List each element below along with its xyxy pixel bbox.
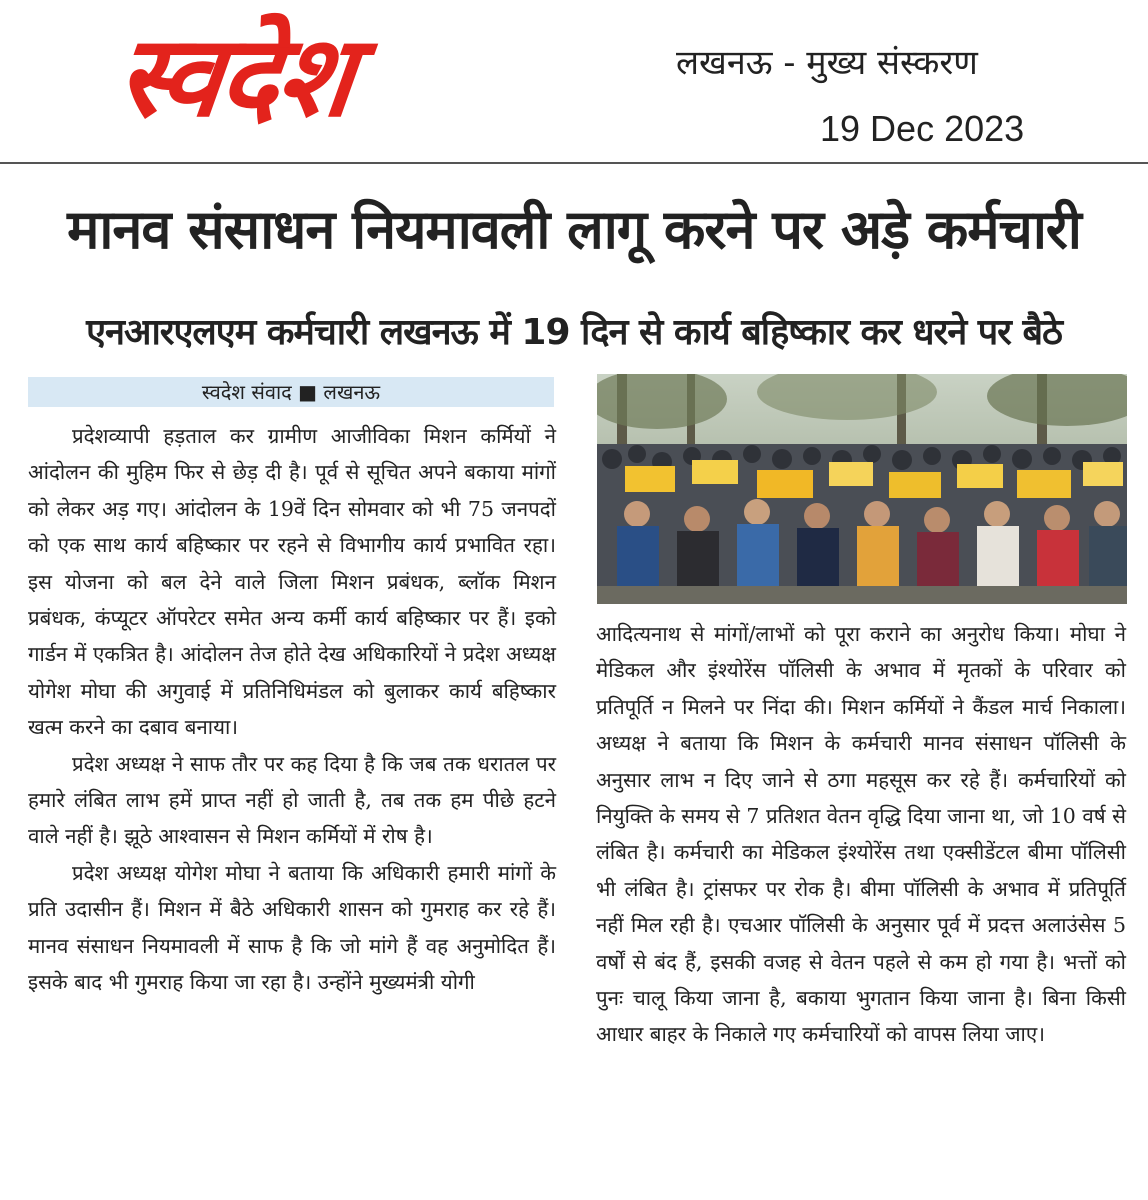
paragraph: प्रदेश अध्यक्ष योगेश मोघा ने बताया कि अधिकारी हमारी मांगों के प्रति उदासीन हैं। मिशन में बैठे अधिकारी शासन को गुमराह कर रहे हैं। मानव संसाधन नियमावली में साफ है कि जो मांगे हैं वह अनुमोदित हैं। इसके बाद भी गुमराह किया जा रहा है। उन्होंने मुख्यमंत्री योगी (28, 860, 556, 995)
protest-photo (597, 374, 1127, 604)
edition-label: लखनऊ - मुख्य संस्करण (676, 43, 978, 83)
paragraph: प्रदेश अध्यक्ष ने साफ तौर पर कह दिया है कि जब तक धरातल पर हमारे लंबित लाभ हमें प्राप्त नहीं हो जाती है, तब तक हम पीछे हटने वाले नहीं है। झूठे आश्वासन से मिशन कर्मियों में रोष है। (28, 751, 556, 849)
article-headline: मानव संसाधन नियमावली लागू करने पर अड़े कर्मचारी (67, 198, 1081, 261)
protest-photo-image (597, 374, 1127, 604)
paragraph: प्रदेशव्यापी हड़ताल कर ग्रामीण आजीविका मिशन कर्मियों ने आंदोलन की मुहिम फिर से छेड़ दी है। पूर्व से सूचित अपने बकाया मांगों को लेकर अड़ गए। आंदोलन के 19वें दिन सोमवार को भी 75 जनपदों को एक साथ कार्य बहिष्कार पर रहने से विभागीय कार्य प्रभावित रहा। इस योजना को बल देने वाले जिला मिशन प्रबंधक, ब्लॉक मिशन प्रबंधक, कंप्यूटर ऑपरेटर समेत अन्य कर्मी कार्य बहिष्कार पर हैं। इको गार्डन में एकत्रित है। आंदोलन तेज होते देख अधिकारियों ने प्रदेश अध्यक्ष योगेश मोघा की अगुवाई में प्रतिनिधिमंडल को बुलाकर कार्य बहिष्कार खत्म करने का दबाव बनाया। (28, 424, 556, 740)
paragraph: आदित्यनाथ से मांगों/लाभों को पूरा कराने का अनुरोध किया। मोघा ने मेडिकल और इंश्योरेंस पॉलिसी के अभाव में मृतकों के परिवार को प्रतिपूर्ति न मिलने पर निंदा की। मिशन कर्मियों ने कैंडल मार्च निकाला। अध्यक्ष ने बताया कि मिशन के कर्मचारी मानव संसाधन पॉलिसी के अनुसार लाभ न दिए जाने से ठगा महसूस कर रहे हैं। कर्मचारियों को नियुक्ति के समय से 7 प्रतिशत वेतन वृद्धि दिया जाना था, जो 10 वर्ष से लंबित है। कर्मचारी का मेडिकल इंश्योरेंस तथा एक्सीडेंटल बीमा पॉलिसी भी लंबित है। ट्रांसफर पर रोक है। बीमा पॉलिसी के अभाव में प्रतिपूर्ति नहीं मिल रही है। एचआर पॉलिसी के अनुसार पूर्व में प्रदत्त अलाउंसेस 5 वर्षों से बंद हैं, इसकी वजह से वेतन पहले से कम हो गया है। भत्तों को पुनः चालू किया जाना है, बकाया भुगतान किया जाना है। बिना किसी आधार बाहर के निकाले गए कर्मचारियों को वापस लिया जाए। (596, 622, 1126, 1047)
masthead-divider (0, 162, 1148, 164)
article-subheadline: एनआरएलएम कर्मचारी लखनऊ में 19 दिन से कार्य बहिष्कार कर धरने पर बैठे (86, 312, 1062, 353)
left-column (28, 418, 556, 1001)
edition-date: 19 Dec 2023 (820, 108, 1025, 149)
right-column (596, 616, 1126, 1053)
byline: स्वदेश संवाद ■ लखनऊ (28, 377, 554, 407)
newspaper-logo: स्वदेश (111, 12, 359, 142)
